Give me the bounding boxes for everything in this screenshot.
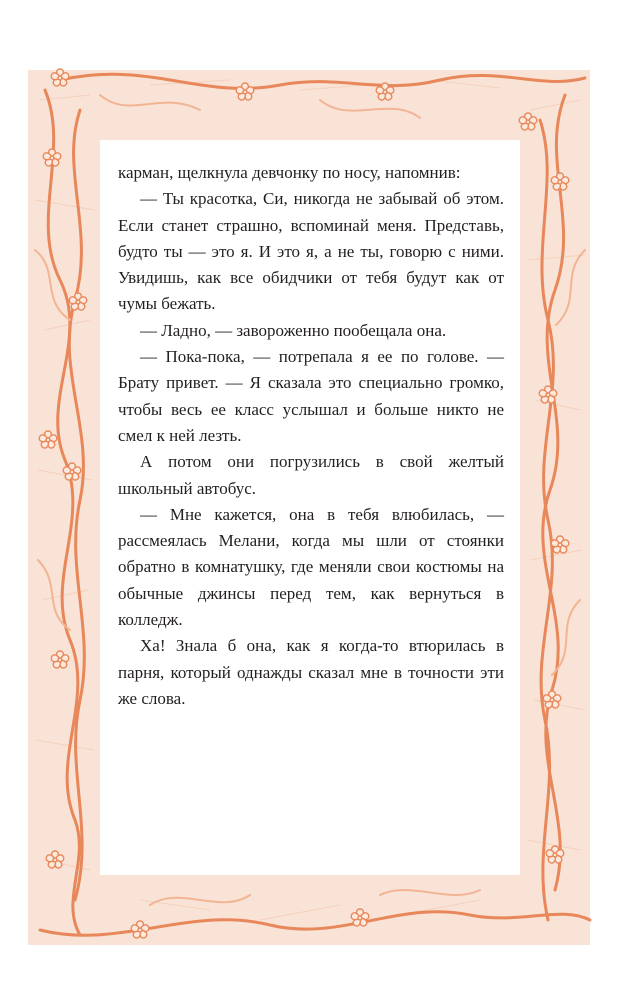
paragraph: Ха! Знала б она, как я когда-то втюрилась в парня, который однажды сказал мне в точности эти же слова. [118, 636, 504, 708]
paragraph: карман, щелкнула девчонку по носу, напомнив: [118, 163, 461, 182]
paragraph: — Ты красотка, Си, никогда не забывай об этом. Если станет страшно, вспоминай меня. Представь, будто ты — это я. И это я, а не ты, говорю с ними. Увидишь, как все обидчики от тебя будут как от чумы бежать. [118, 189, 504, 314]
paragraph: — Ладно, — завороженно пообещала она. [140, 320, 447, 340]
page-body-text [118, 160, 504, 712]
paragraph: А потом они погрузились в свой желтый школьный автобус. [118, 452, 504, 498]
paragraph: — Мне кажется, она в тебя влюбилась, — рассмеялась Мелани, когда мы шли от стоянки обратно в комнатушку, где меняли свои костюмы на обычные джинсы перед тем, как вернуться в колледж. [118, 504, 504, 630]
paragraph: — Пока-пока, — потрепала я ее по голове. — Брату привет. — Я сказала это специально громко, чтобы весь ее класс услышал и больше никто не смел к ней лезть. [118, 347, 504, 445]
